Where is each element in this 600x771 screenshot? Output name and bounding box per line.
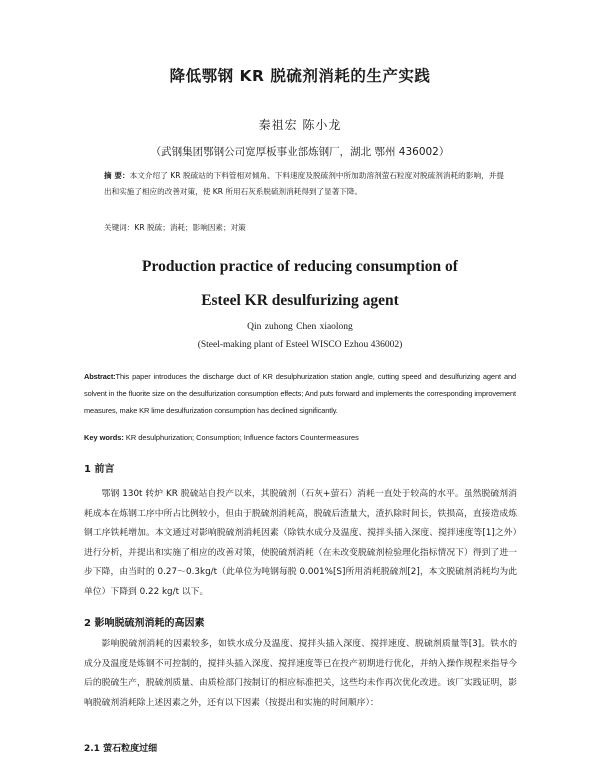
- section-2-1-heading: 2.1 萤石粒度过细: [84, 744, 158, 754]
- english-keywords-label: Key words:: [84, 433, 124, 442]
- english-affiliation: (Steel-making plant of Esteel WISCO Ezhou 436002): [197, 340, 403, 350]
- chinese-keywords-text: KR 脱硫；消耗；影响因素；对策: [134, 223, 246, 232]
- chinese-keywords-label: 关键词：: [104, 223, 135, 232]
- english-authors: Qin zuhong Chen xiaolong: [247, 322, 353, 332]
- english-title-line2: Esteel KR desulfurizing agent: [201, 292, 399, 309]
- chinese-abstract-text: 本文介绍了 KR 脱硫站的下料管相对倾角、下料速度及脱硫剂中所加助溶剂萤石粒度对脱硫剂消耗的影响，并提出和实施了相应的改善对策，使 KR 所用石灰系脱硫剂消耗得到了显著下降。: [104, 171, 504, 196]
- chinese-affiliation: （武钢集团鄂钢公司宽厚板事业部炼钢厂，湖北 鄂州 436002）: [150, 146, 450, 158]
- chinese-keywords: [104, 222, 504, 234]
- english-abstract: [84, 368, 516, 419]
- chinese-authors: 秦祖宏 陈小龙: [258, 118, 342, 132]
- english-title-line1: Production practice of reducing consumption of: [142, 258, 458, 275]
- section-1-heading: 1 前言: [84, 464, 115, 475]
- english-keywords: [84, 432, 516, 444]
- english-keywords-text: KR desulphurization; Consumption; Influence factors Countermeasures: [125, 433, 359, 442]
- chinese-title: 降低鄂钢 KR 脱硫剂消耗的生产实践: [169, 67, 431, 85]
- english-abstract-label: Abstract:: [84, 372, 116, 381]
- chinese-abstract-label: 摘 要：: [104, 171, 130, 180]
- section-1-paragraph: 鄂钢 130t 转炉 KR 脱硫站自投产以来，其脱硫剂（石灰+萤石）消耗一直处于较高的水平。虽然脱硫剂消耗成本在炼钢工序中所占比例较小，但由于脱硫剂消耗高，脱硫后渣量大，渣扒除时间长，铁损高，直接造成炼钢工序铁耗增加。本文通过对影响脱硫剂消耗因素（除铁水成分及温度、搅拌头插入深度、搅拌速度等[1]之外）进行分析，并提出和实施了相应的改善对策，使脱硫剂消耗（在未改变脱硫剂检验理化指标情况下）得到了进一步下降，由当时的 0.27～0.3kg/t（此单位为吨钢每脱 0.001%[S]所用消耗脱硫剂[2]，本文脱硫剂消耗均为此单位）下降到 0.22 kg/t 以下。: [84, 489, 517, 597]
- chinese-abstract: [104, 168, 504, 200]
- section-2-paragraph: 影响脱硫剂消耗的因素较多，如铁水成分及温度、搅拌头插入深度、搅拌速度、脱硫剂质量等[3]。铁水的成分及温度是炼钢不可控制的，搅拌头插入深度、搅拌速度等已在投产初期进行优化，并纳入操作规程来指导今后的脱硫生产，脱硫剂质量、由质检部门按制订的相应标准把关，这些均未作再次优化改进。该厂实践证明，影响脱硫剂消耗除上述因素之外，还有以下因素（按提出和实施的时间顺序）：: [84, 639, 517, 708]
- section-2-heading: 2 影响脱硫剂消耗的高因素: [84, 618, 205, 629]
- english-abstract-text: This paper introduces the discharge duct of KR desulphurization station angle, cutting speed and desulfurizing agent and solvent in the fluorite size on the desulfurization consumption effects; And puts forward and implements the corresponding improvement measures, make KR lime desulfurization consumption has declined significantly.: [84, 372, 516, 415]
